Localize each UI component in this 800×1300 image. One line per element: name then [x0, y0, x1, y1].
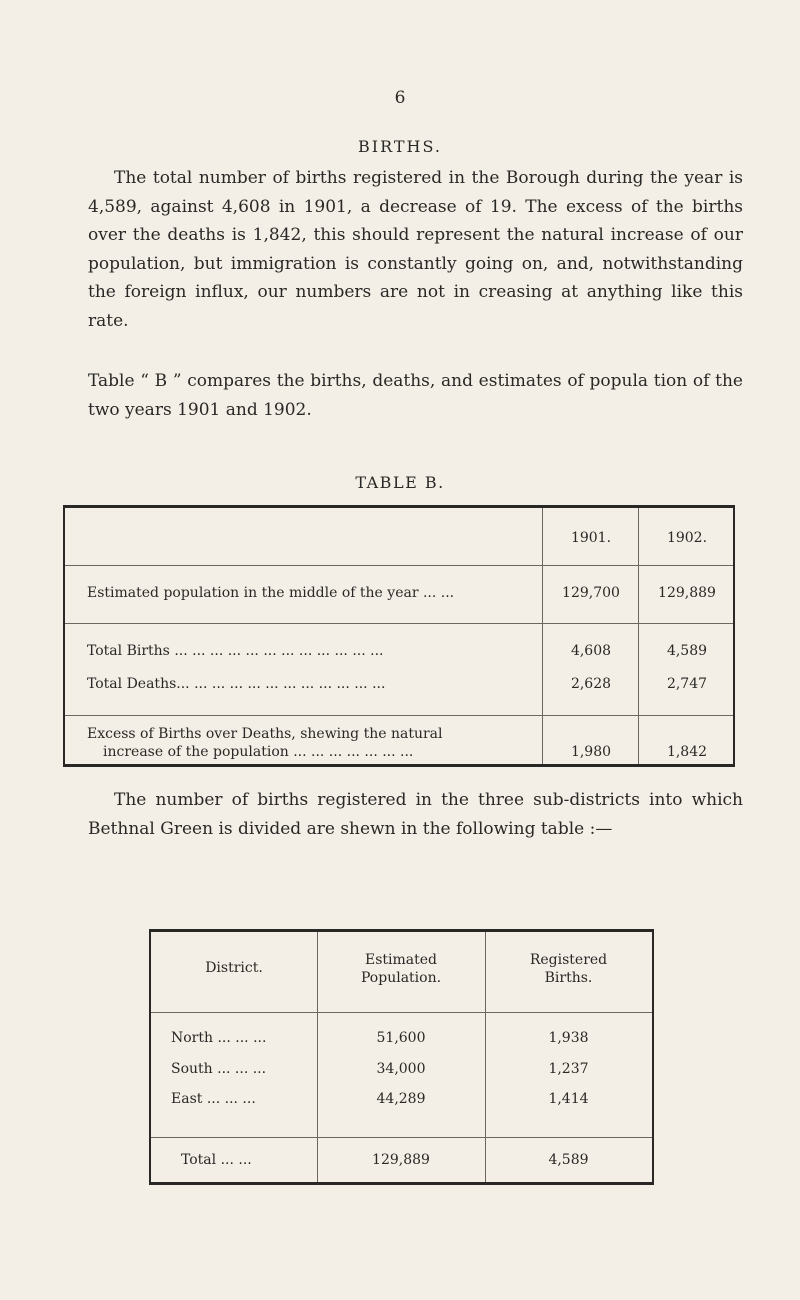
header-births-line2: Births.	[544, 970, 593, 986]
header-population-line1: Estimated	[364, 952, 437, 968]
value-population-1902: 129,889	[658, 585, 716, 601]
paragraph-table-b-intro: Table “ B ” compares the births, deaths, and estimates of popula tion of the two years 1901 and 1902.	[88, 371, 743, 420]
value-excess-1902: 1,842	[666, 744, 708, 760]
header-population-line2: Population.	[360, 970, 442, 986]
paragraph-district-intro: The number of births registered in the three sub-districts into which Bethnal Green is divided are shewn in the following table :—	[88, 790, 743, 839]
value-deaths-1901: 2,628	[570, 676, 612, 692]
value-population-1901: 129,700	[562, 585, 620, 601]
births-north: 1,938	[548, 1030, 589, 1046]
header-1902: 1902.	[666, 530, 708, 546]
value-excess-1901: 1,980	[570, 744, 612, 760]
district-table	[149, 929, 654, 1185]
population-north: 51,600	[376, 1030, 426, 1046]
district-south: South ... ... ...	[171, 1061, 267, 1077]
row-label-excess-line1: Excess of Births over Deaths, shewing the natural	[87, 726, 443, 742]
header-births-line1: Registered	[529, 952, 608, 968]
row-label-total-births: Total Births ... ... ... ... ... ... ... ... ... ... ... ...	[87, 643, 384, 659]
header-1901: 1901.	[570, 530, 612, 546]
value-births-1901: 4,608	[570, 643, 612, 659]
row-label-estimated-population: Estimated population in the middle of the year ... ...	[87, 585, 455, 601]
table-b-title: TABLE B.	[355, 473, 445, 492]
total-population: 129,889	[372, 1152, 430, 1168]
value-deaths-1902: 2,747	[666, 676, 708, 692]
district-north: North ... ... ...	[171, 1030, 267, 1046]
population-south: 34,000	[376, 1061, 426, 1077]
total-label: Total ... ...	[181, 1152, 252, 1168]
value-births-1902: 4,589	[666, 643, 708, 659]
page-number: 6	[394, 88, 406, 108]
row-label-excess-line2: increase of the population ... ... ... ... ... ... ...	[103, 744, 414, 760]
births-south: 1,237	[548, 1061, 589, 1077]
births-east: 1,414	[548, 1091, 589, 1107]
row-label-total-deaths: Total Deaths... ... ... ... ... ... ... ... ... ... ... ...	[87, 676, 386, 692]
table-b	[63, 505, 735, 767]
header-district: District.	[205, 960, 263, 976]
paragraph-births-summary: The total number of births registered in the Borough during the year is 4,589, against 4,608 in 1901, a decrease of 19. The excess of the births over the deaths is 1,842, this should represent the natural increase of our population, but immigration is constantly going on, and, notwithstanding the foreign influx, our numbers are not in creasing at anything like this rate.	[88, 168, 743, 331]
population-east: 44,289	[376, 1091, 426, 1107]
section-title: BIRTHS.	[358, 137, 442, 156]
district-east: East ... ... ...	[171, 1091, 256, 1107]
total-births: 4,589	[548, 1152, 589, 1168]
